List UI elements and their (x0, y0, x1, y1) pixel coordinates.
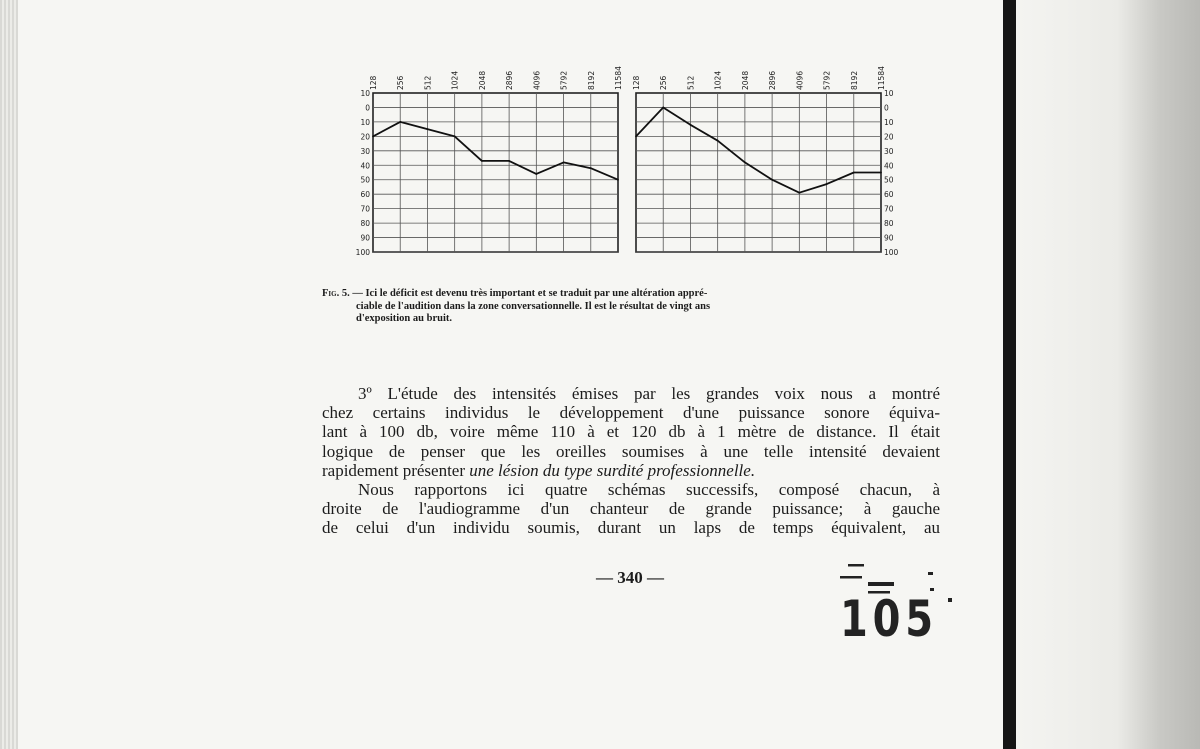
caption-line-1: Fig. 5. — Ici le déficit est devenu très important et se traduit par une altération appré- (322, 288, 708, 299)
paragraph-line: de celui d'un individu soumis, durant un laps de temps équivalent, au (322, 518, 940, 538)
x-tick-label: 1024 (713, 70, 723, 90)
paragraph-line: logique de penser que les oreilles soumises à une telle intensité devaient (322, 441, 940, 461)
y-tick-label: 30 (360, 146, 370, 156)
y-tick-label: 10 (884, 89, 894, 98)
left-page-edge (0, 0, 18, 749)
y-tick-label: 90 (360, 233, 370, 243)
data-point (427, 128, 429, 130)
x-tick-label: 2048 (477, 70, 487, 90)
x-tick-label: 128 (369, 75, 378, 90)
paragraph-line: chez certains individus le développement d'une puissance sonore équiva- (322, 403, 940, 423)
audiogram-right (628, 58, 898, 268)
x-tick-label: 4096 (532, 70, 542, 90)
data-point (662, 107, 664, 109)
y-tick-label: 0 (884, 103, 889, 113)
x-tick-label: 512 (423, 75, 433, 90)
paragraph-line: droite de l'audiogramme d'un chanteur de grande puissance; à gauche (322, 499, 940, 519)
y-tick-label: 50 (360, 175, 370, 185)
x-tick-label: 2896 (505, 70, 515, 90)
x-tick-label: 128 (632, 75, 641, 90)
emphasis-text: une lésion du type surdité professionnelle. (469, 460, 756, 480)
y-tick-label: 90 (884, 233, 894, 243)
x-tick-label: 256 (659, 75, 669, 90)
y-tick-label: 70 (884, 204, 894, 214)
data-point (690, 124, 692, 126)
data-point (771, 179, 773, 181)
paragraph-line: rapidement présenter une lésion du type surdité professionnelle. (322, 460, 756, 480)
figure-caption (322, 288, 942, 326)
data-point (563, 161, 565, 163)
x-tick-label: 5792 (822, 70, 832, 90)
y-tick-label: 40 (360, 161, 370, 171)
data-point (399, 121, 401, 123)
book-spine (1003, 0, 1016, 749)
data-point (372, 135, 374, 137)
data-point (635, 135, 637, 137)
audiogram-left (350, 58, 623, 268)
plot-frame (373, 93, 618, 252)
paragraph-line: 3º L'étude des intensités émises par les grandes voix nous a montré (358, 384, 940, 403)
plot-frame (636, 93, 881, 252)
y-tick-label: 20 (360, 132, 370, 142)
y-tick-label: 10 (360, 89, 370, 98)
x-tick-label: 4096 (795, 70, 805, 90)
y-tick-label: 50 (884, 175, 894, 185)
paragraph-line: Nous rapportons ici quatre schémas successifs, composé chacun, à (358, 480, 940, 500)
y-tick-label: 10 (884, 117, 894, 127)
x-tick-label: 512 (686, 75, 696, 90)
data-point (798, 192, 800, 194)
data-point (590, 167, 592, 169)
y-tick-label: 80 (884, 219, 894, 229)
data-point (508, 160, 510, 162)
adjacent-page (1016, 0, 1200, 749)
data-point (717, 140, 719, 142)
y-tick-label: 10 (360, 117, 370, 127)
y-tick-label: 100 (884, 248, 899, 257)
x-tick-label: 8192 (849, 70, 859, 90)
x-tick-label: 11584 (614, 66, 623, 90)
caption-line-2: ciable de l'audition dans la zone conversationnelle. Il est le résultat de vingt ans (356, 300, 711, 312)
y-tick-label: 30 (884, 146, 894, 156)
y-tick-label: 40 (884, 161, 894, 171)
y-tick-label: 60 (360, 190, 370, 200)
y-tick-label: 70 (360, 204, 370, 214)
data-point (744, 161, 746, 163)
paragraph-line: lant à 100 db, voire même 110 à et 120 db à 1 mètre de distance. Il était (322, 422, 940, 442)
data-point (454, 135, 456, 137)
figure-label: Fig. 5. (322, 288, 350, 299)
data-point (880, 172, 882, 174)
y-tick-label: 60 (884, 190, 894, 200)
page-number: — 340 — (596, 568, 664, 587)
y-tick-label: 20 (884, 132, 894, 142)
data-point (481, 160, 483, 162)
y-tick-label: 100 (355, 248, 370, 257)
data-point (617, 179, 619, 181)
x-tick-label: 1024 (450, 70, 460, 90)
x-tick-label: 8192 (586, 70, 596, 90)
y-tick-label: 80 (360, 219, 370, 229)
data-point (853, 172, 855, 174)
x-tick-label: 2048 (740, 70, 750, 90)
x-tick-label: 11584 (877, 66, 886, 90)
data-point (826, 183, 828, 185)
body-text (322, 384, 940, 538)
x-tick-label: 256 (396, 75, 406, 90)
x-tick-label: 2896 (768, 70, 778, 90)
x-tick-label: 5792 (559, 70, 569, 90)
caption-line-3: d'exposition au bruit. (356, 313, 452, 324)
y-tick-label: 0 (365, 103, 370, 113)
data-point (535, 173, 537, 175)
stamp-number: 105 (840, 590, 938, 648)
